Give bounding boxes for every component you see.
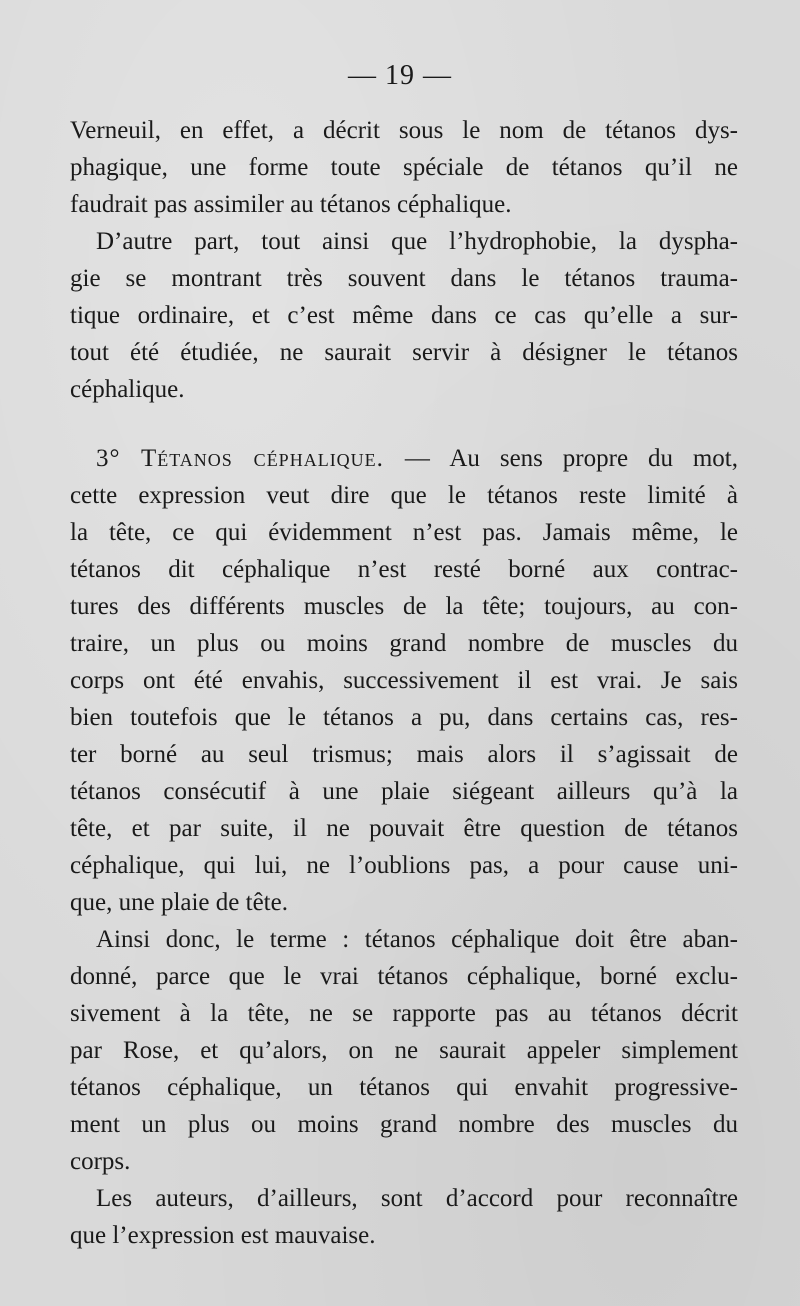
text-line: Verneuil, en effet, a décrit sous le nom de tétanos dys- [70, 117, 738, 144]
text-line: sivement à la tête, ne se rapporte pas au tétanos décrit [70, 1000, 738, 1027]
text-line: tout été étudiée, ne saurait servir à désigner le tétanos [70, 339, 738, 366]
text-line: céphalique, qui lui, ne l’oublions pas, a pour cause uni- [70, 852, 738, 879]
text-line: Ainsi donc, le terme : tétanos céphalique doit être aban- [96, 926, 738, 953]
text-line: gie se montrant très souvent dans le tétanos trauma- [70, 265, 738, 292]
text-line: tétanos céphalique, un tétanos qui envahit progressive- [70, 1074, 738, 1101]
paragraph [70, 223, 738, 408]
text-line: la tête, ce qui évidemment n’est pas. Jamais même, le [70, 519, 738, 546]
text-line: traire, un plus ou moins grand nombre de muscles du [70, 630, 738, 657]
text-line: bien toutefois que le tétanos a pu, dans certains cas, res- [70, 704, 738, 731]
page-number: — 19 — [348, 60, 452, 91]
text-fragment: Au sens propre du mot, [449, 445, 738, 472]
text-line: par Rose, et qu’alors, on ne saurait appeler simplement [70, 1037, 738, 1064]
text-line: tétanos consécutif à une plaie siégeant ailleurs qu’à la [70, 778, 738, 805]
text-line: faudrait pas assimiler au tétanos céphalique. [70, 191, 512, 218]
text-line: ter borné au seul trismus; mais alors il s’agissait de [70, 741, 738, 768]
text-line: cette expression veut dire que le tétanos reste limité à [70, 482, 738, 509]
text-line: que l’expression est mauvaise. [70, 1222, 376, 1249]
text-line: tique ordinaire, et c’est même dans ce cas qu’elle a sur- [70, 302, 738, 329]
text-line: tête, et par suite, il ne pouvait être question de tétanos [70, 815, 738, 842]
text-line: Les auteurs, d’ailleurs, sont d’accord pour reconnaître [96, 1185, 738, 1212]
paragraph [70, 1180, 738, 1254]
text-line: corps. [70, 1148, 131, 1175]
text-line [70, 440, 738, 477]
body-text [70, 112, 738, 1254]
paragraph-gap [70, 408, 738, 440]
text-line: corps ont été envahis, successivement il est vrai. Je sais [70, 667, 738, 694]
text-line: tétanos dit céphalique n’est resté borné aux contrac- [70, 556, 738, 583]
text-line: que, une plaie de tête. [70, 889, 288, 916]
text-line: ment un plus ou moins grand nombre des muscles du [70, 1111, 738, 1138]
text-line: céphalique. [70, 376, 185, 403]
paragraph [70, 112, 738, 223]
text-line: phagique, une forme toute spéciale de tétanos qu’il ne [70, 154, 738, 181]
text-line: donné, parce que le vrai tétanos céphalique, borné exclu- [70, 963, 738, 990]
text-line: tures des différents muscles de la tête; toujours, au con- [70, 593, 738, 620]
section-heading: 3° Tétanos céphalique. — [96, 445, 431, 472]
text-line: D’autre part, tout ainsi que l’hydrophobie, la dyspha- [96, 228, 738, 255]
paragraph [70, 921, 738, 1180]
paragraph [70, 440, 738, 921]
